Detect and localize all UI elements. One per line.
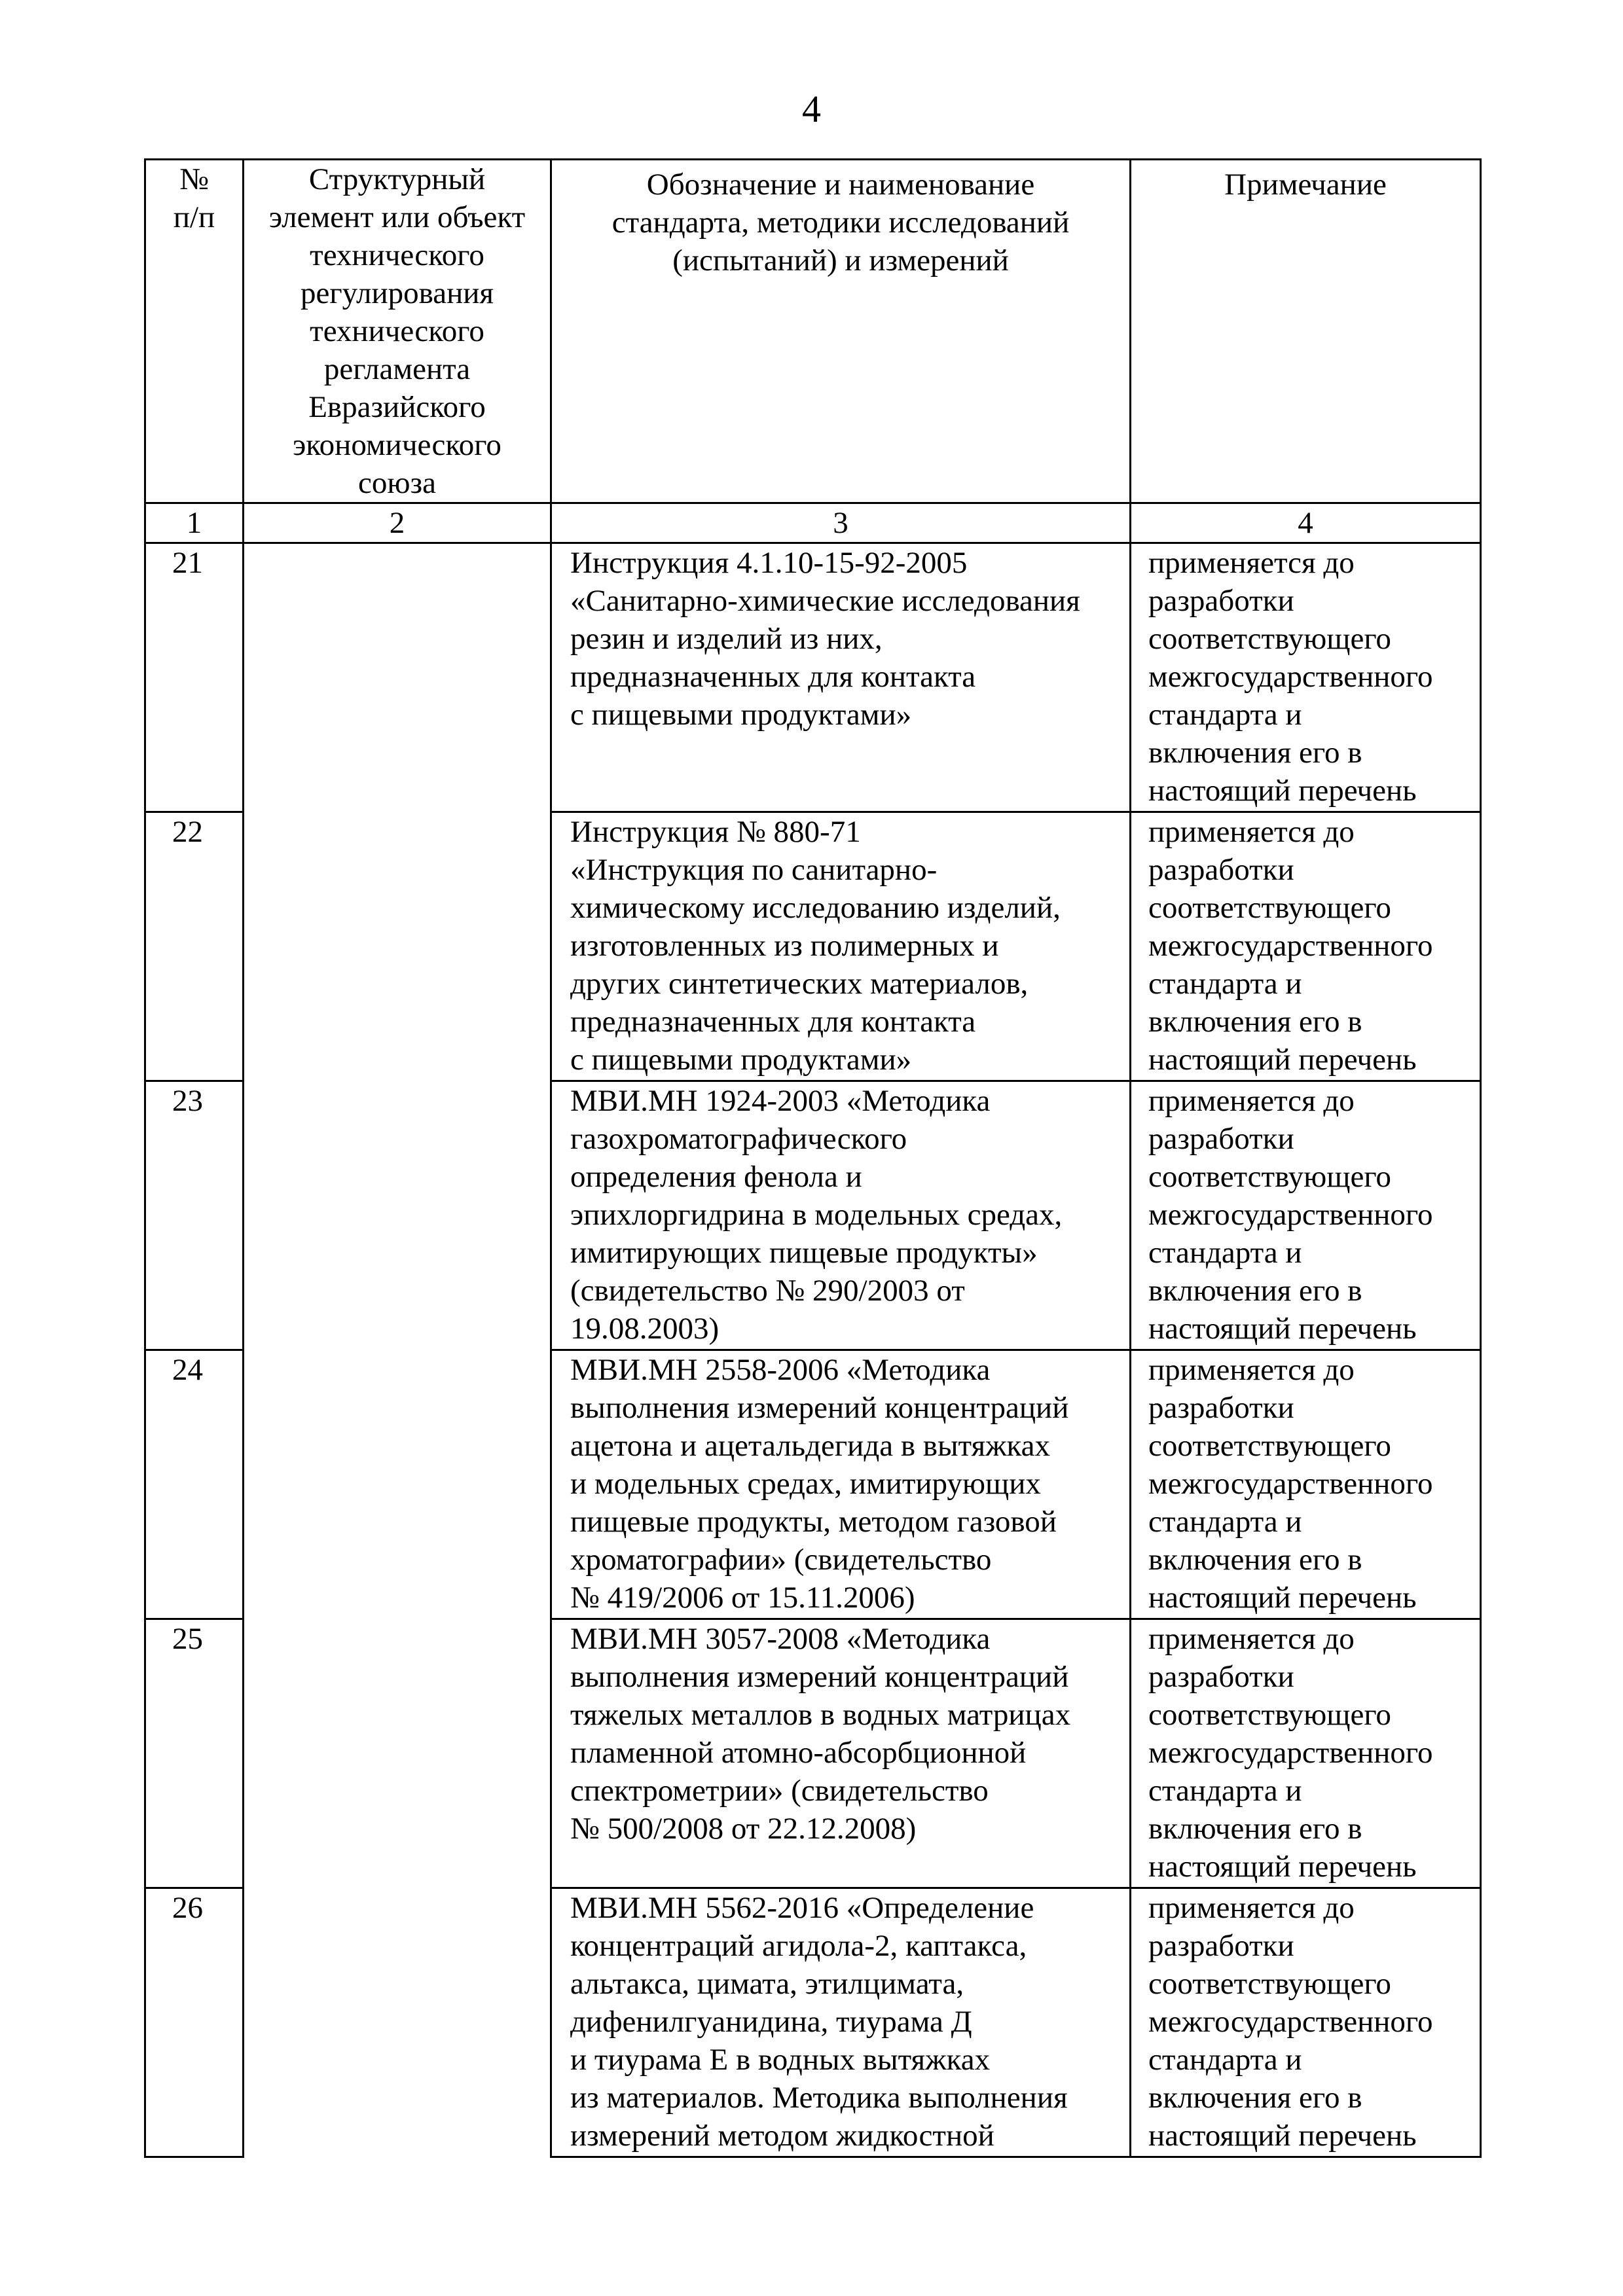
table-header-row bbox=[145, 160, 1481, 503]
header-note: Примечание bbox=[1131, 160, 1481, 503]
standard-description: МВИ.МН 1924-2003 «Методика газохроматографического определения фенола и эпихлоргидрина в модельных средах, имитирующих пищевые продукты» (свидетельство № 290/2003 от 19.08.2003) bbox=[551, 1081, 1131, 1350]
header-standard-designation: Обозначение и наименование стандарта, методики исследований (испытаний) и измерений bbox=[551, 160, 1131, 503]
column-number: 4 bbox=[1131, 503, 1481, 543]
column-number: 2 bbox=[244, 503, 551, 543]
header-structural-element: Структурный элемент или объект технического регулирования технического регламента Евразийского экономического союза bbox=[244, 160, 551, 503]
page-number: 4 bbox=[802, 88, 821, 130]
standard-description: МВИ.МН 3057-2008 «Методика выполнения измерений концентраций тяжелых металлов в водных матрицах пламенной атомно-абсорбционной спектрометрии» (свидетельство № 500/2008 от 22.12.2008) bbox=[551, 1619, 1131, 1888]
column-number: 3 bbox=[551, 503, 1131, 543]
structural-element-cell bbox=[244, 543, 551, 2157]
row-note: применяется до разработки соответствующего межгосударственного стандарта и включения его в настоящий перечень bbox=[1131, 1888, 1481, 2157]
row-note: применяется до разработки соответствующего межгосударственного стандарта и включения его в настоящий перечень bbox=[1131, 543, 1481, 812]
row-note: применяется до разработки соответствующего межгосударственного стандарта и включения его в настоящий перечень bbox=[1131, 812, 1481, 1081]
column-number-row bbox=[145, 503, 1481, 543]
row-number: 21 bbox=[145, 543, 244, 812]
row-number: 22 bbox=[145, 812, 244, 1081]
standard-description: МВИ.МН 5562-2016 «Определение концентраций агидола-2, каптакса, альтакса, цимата, этилцимата, дифенилгуанидина, тиурама Д и тиурама Е в водных вытяжках из материалов. Методика выполнения измерений методом жидкостной bbox=[551, 1888, 1131, 2157]
column-number: 1 bbox=[145, 503, 244, 543]
standard-description: Инструкция № 880-71 «Инструкция по санитарно- химическому исследованию изделий, изготовленных из полимерных и других синтетических материалов, предназначенных для контакта с пищевыми продуктами» bbox=[551, 812, 1131, 1081]
row-number: 25 bbox=[145, 1619, 244, 1888]
standard-description: МВИ.МН 2558-2006 «Методика выполнения измерений концентраций ацетона и ацетальдегида в вытяжках и модельных средах, имитирующих пищевые продукты, методом газовой хроматографии» (свидетельство № 419/2006 от 15.11.2006) bbox=[551, 1350, 1131, 1619]
header-number: № п/п bbox=[145, 160, 244, 503]
row-number: 23 bbox=[145, 1081, 244, 1350]
row-note: применяется до разработки соответствующего межгосударственного стандарта и включения его в настоящий перечень bbox=[1131, 1081, 1481, 1350]
row-number: 24 bbox=[145, 1350, 244, 1619]
row-note: применяется до разработки соответствующего межгосударственного стандарта и включения его в настоящий перечень bbox=[1131, 1619, 1481, 1888]
row-note: применяется до разработки соответствующего межгосударственного стандарта и включения его в настоящий перечень bbox=[1131, 1350, 1481, 1619]
standards-table bbox=[144, 158, 1482, 2158]
table-row bbox=[145, 543, 1481, 812]
standard-description: Инструкция 4.1.10-15-92-2005 «Санитарно-химические исследования резин и изделий из них, предназначенных для контакта с пищевыми продуктами» bbox=[551, 543, 1131, 812]
row-number: 26 bbox=[145, 1888, 244, 2157]
